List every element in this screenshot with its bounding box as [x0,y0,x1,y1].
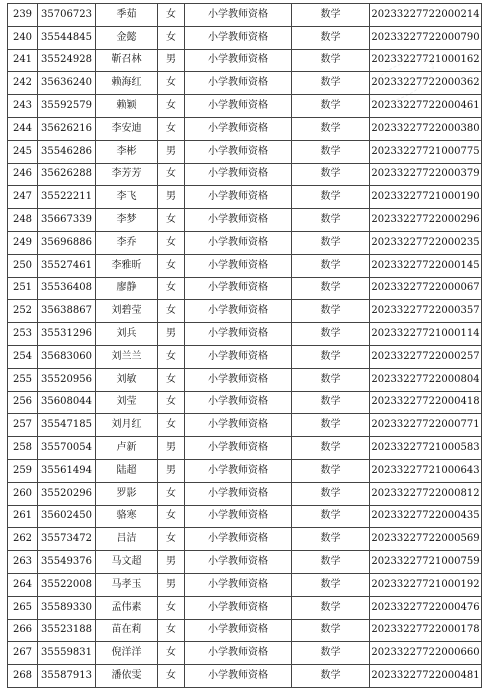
exam-id-cell: 35667339 [38,209,96,232]
certificate-number-cell: 20233227722000257 [370,345,482,368]
table-row [8,140,482,163]
name-cell: 陆超 [96,459,158,482]
qualification-cell: 小学教师资格 [185,72,292,95]
candidate-table-body [8,4,482,688]
table-row [8,231,482,254]
qualification-cell: 小学教师资格 [185,345,292,368]
name-cell: 李芳芳 [96,163,158,186]
gender-cell: 女 [158,209,185,232]
exam-id-cell: 35520956 [38,368,96,391]
exam-id-cell: 35549376 [38,551,96,574]
qualification-cell: 小学教师资格 [185,665,292,688]
qualification-cell: 小学教师资格 [185,391,292,414]
certificate-number-cell: 20233227722000357 [370,300,482,323]
row-number-cell: 241 [8,49,38,72]
qualification-cell: 小学教师资格 [185,163,292,186]
table-row [8,26,482,49]
gender-cell: 男 [158,140,185,163]
exam-id-cell: 35570054 [38,437,96,460]
exam-id-cell: 35523188 [38,619,96,642]
gender-cell: 女 [158,231,185,254]
row-number-cell: 254 [8,345,38,368]
name-cell: 潘依雯 [96,665,158,688]
certificate-number-cell: 20233227722000067 [370,277,482,300]
row-number-cell: 251 [8,277,38,300]
certificate-number-cell: 20233227722000296 [370,209,482,232]
qualification-cell: 小学教师资格 [185,323,292,346]
row-number-cell: 263 [8,551,38,574]
table-row [8,277,482,300]
qualification-cell: 小学教师资格 [185,186,292,209]
table-row [8,323,482,346]
certificate-number-cell: 20233227722000771 [370,414,482,437]
certificate-number-cell: 20233227721000192 [370,573,482,596]
name-cell: 李安迪 [96,117,158,140]
name-cell: 赖海红 [96,72,158,95]
row-number-cell: 246 [8,163,38,186]
gender-cell: 女 [158,528,185,551]
certificate-number-cell: 20233227722000481 [370,665,482,688]
subject-cell: 数学 [292,72,370,95]
name-cell: 罗影 [96,482,158,505]
row-number-cell: 253 [8,323,38,346]
row-number-cell: 242 [8,72,38,95]
row-number-cell: 259 [8,459,38,482]
certificate-number-cell: 20233227722000380 [370,117,482,140]
qualification-cell: 小学教师资格 [185,642,292,665]
qualification-cell: 小学教师资格 [185,26,292,49]
certificate-number-cell: 20233227722000569 [370,528,482,551]
gender-cell: 男 [158,573,185,596]
row-number-cell: 240 [8,26,38,49]
qualification-cell: 小学教师资格 [185,277,292,300]
gender-cell: 女 [158,505,185,528]
subject-cell: 数学 [292,323,370,346]
gender-cell: 女 [158,619,185,642]
table-row [8,209,482,232]
gender-cell: 女 [158,482,185,505]
certificate-number-cell: 20233227721000114 [370,323,482,346]
exam-id-cell: 35626288 [38,163,96,186]
exam-id-cell: 35520296 [38,482,96,505]
subject-cell: 数学 [292,437,370,460]
exam-id-cell: 35638867 [38,300,96,323]
certificate-number-cell: 20233227722000235 [370,231,482,254]
name-cell: 倪洋洋 [96,642,158,665]
exam-id-cell: 35626216 [38,117,96,140]
name-cell: 刘碧莹 [96,300,158,323]
subject-cell: 数学 [292,231,370,254]
qualification-cell: 小学教师资格 [185,437,292,460]
exam-id-cell: 35546286 [38,140,96,163]
qualification-cell: 小学教师资格 [185,551,292,574]
name-cell: 吕洁 [96,528,158,551]
table-row [8,4,482,27]
exam-id-cell: 35559831 [38,642,96,665]
gender-cell: 男 [158,186,185,209]
name-cell: 李乔 [96,231,158,254]
subject-cell: 数学 [292,254,370,277]
exam-id-cell: 35531296 [38,323,96,346]
certificate-number-cell: 20233227721000162 [370,49,482,72]
certificate-number-cell: 20233227722000145 [370,254,482,277]
exam-id-cell: 35683060 [38,345,96,368]
certificate-number-cell: 20233227722000804 [370,368,482,391]
exam-id-cell: 35573472 [38,528,96,551]
gender-cell: 女 [158,254,185,277]
name-cell: 马文超 [96,551,158,574]
table-row [8,642,482,665]
certificate-number-cell: 20233227722000214 [370,4,482,27]
qualification-cell: 小学教师资格 [185,254,292,277]
name-cell: 李彬 [96,140,158,163]
name-cell: 李飞 [96,186,158,209]
qualification-cell: 小学教师资格 [185,528,292,551]
certificate-number-cell: 20233227721000759 [370,551,482,574]
exam-id-cell: 35527461 [38,254,96,277]
row-number-cell: 249 [8,231,38,254]
certificate-number-cell: 20233227722000790 [370,26,482,49]
exam-id-cell: 35587913 [38,665,96,688]
subject-cell: 数学 [292,4,370,27]
certificate-number-cell: 20233227721000643 [370,459,482,482]
table-row [8,186,482,209]
row-number-cell: 243 [8,95,38,118]
name-cell: 李雅昕 [96,254,158,277]
table-row [8,414,482,437]
exam-id-cell: 35636240 [38,72,96,95]
subject-cell: 数学 [292,95,370,118]
exam-id-cell: 35522008 [38,573,96,596]
certificate-number-cell: 20233227722000178 [370,619,482,642]
exam-id-cell: 35589330 [38,596,96,619]
subject-cell: 数学 [292,551,370,574]
gender-cell: 女 [158,72,185,95]
row-number-cell: 267 [8,642,38,665]
subject-cell: 数学 [292,482,370,505]
certificate-number-cell: 20233227721000583 [370,437,482,460]
subject-cell: 数学 [292,140,370,163]
gender-cell: 女 [158,642,185,665]
row-number-cell: 256 [8,391,38,414]
name-cell: 赖颖 [96,95,158,118]
qualification-cell: 小学教师资格 [185,573,292,596]
gender-cell: 女 [158,117,185,140]
subject-cell: 数学 [292,414,370,437]
subject-cell: 数学 [292,368,370,391]
gender-cell: 女 [158,414,185,437]
qualification-cell: 小学教师资格 [185,619,292,642]
subject-cell: 数学 [292,277,370,300]
subject-cell: 数学 [292,596,370,619]
qualification-cell: 小学教师资格 [185,368,292,391]
name-cell: 刘兵 [96,323,158,346]
table-row [8,528,482,551]
certificate-number-cell: 20233227722000418 [370,391,482,414]
table-row [8,551,482,574]
table-row [8,391,482,414]
gender-cell: 女 [158,95,185,118]
certificate-number-cell: 20233227722000461 [370,95,482,118]
gender-cell: 女 [158,391,185,414]
gender-cell: 男 [158,459,185,482]
exam-id-cell: 35544845 [38,26,96,49]
name-cell: 苗在莉 [96,619,158,642]
subject-cell: 数学 [292,117,370,140]
row-number-cell: 268 [8,665,38,688]
row-number-cell: 245 [8,140,38,163]
row-number-cell: 239 [8,4,38,27]
subject-cell: 数学 [292,459,370,482]
table-row [8,482,482,505]
row-number-cell: 265 [8,596,38,619]
subject-cell: 数学 [292,665,370,688]
exam-id-cell: 35602450 [38,505,96,528]
qualification-cell: 小学教师资格 [185,209,292,232]
subject-cell: 数学 [292,209,370,232]
row-number-cell: 252 [8,300,38,323]
certificate-number-cell: 20233227721000775 [370,140,482,163]
name-cell: 孟伟素 [96,596,158,619]
candidate-table [7,3,482,688]
name-cell: 季茹 [96,4,158,27]
table-row [8,345,482,368]
gender-cell: 女 [158,300,185,323]
row-number-cell: 247 [8,186,38,209]
subject-cell: 数学 [292,345,370,368]
table-row [8,117,482,140]
subject-cell: 数学 [292,528,370,551]
exam-id-cell: 35547185 [38,414,96,437]
name-cell: 李梦 [96,209,158,232]
subject-cell: 数学 [292,505,370,528]
subject-cell: 数学 [292,300,370,323]
subject-cell: 数学 [292,642,370,665]
certificate-number-cell: 20233227722000379 [370,163,482,186]
gender-cell: 女 [158,26,185,49]
table-row [8,49,482,72]
certificate-number-cell: 20233227722000476 [370,596,482,619]
row-number-cell: 262 [8,528,38,551]
gender-cell: 女 [158,4,185,27]
table-row [8,95,482,118]
exam-id-cell: 35524928 [38,49,96,72]
certificate-number-cell: 20233227721000190 [370,186,482,209]
qualification-cell: 小学教师资格 [185,505,292,528]
row-number-cell: 257 [8,414,38,437]
row-number-cell: 261 [8,505,38,528]
qualification-cell: 小学教师资格 [185,459,292,482]
name-cell: 刘月红 [96,414,158,437]
qualification-cell: 小学教师资格 [185,117,292,140]
exam-id-cell: 35561494 [38,459,96,482]
gender-cell: 女 [158,345,185,368]
qualification-cell: 小学教师资格 [185,140,292,163]
name-cell: 刘敏 [96,368,158,391]
table-row [8,163,482,186]
gender-cell: 女 [158,163,185,186]
exam-id-cell: 35592579 [38,95,96,118]
row-number-cell: 260 [8,482,38,505]
gender-cell: 男 [158,323,185,346]
subject-cell: 数学 [292,619,370,642]
gender-cell: 男 [158,551,185,574]
gender-cell: 女 [158,665,185,688]
table-row [8,505,482,528]
exam-id-cell: 35522211 [38,186,96,209]
table-row [8,459,482,482]
table-row [8,437,482,460]
row-number-cell: 255 [8,368,38,391]
table-row [8,300,482,323]
row-number-cell: 250 [8,254,38,277]
certificate-number-cell: 20233227722000435 [370,505,482,528]
gender-cell: 男 [158,437,185,460]
qualification-cell: 小学教师资格 [185,482,292,505]
table-row [8,573,482,596]
gender-cell: 女 [158,596,185,619]
row-number-cell: 258 [8,437,38,460]
exam-id-cell: 35706723 [38,4,96,27]
qualification-cell: 小学教师资格 [185,300,292,323]
name-cell: 刘莹 [96,391,158,414]
row-number-cell: 248 [8,209,38,232]
table-row [8,72,482,95]
exam-id-cell: 35696886 [38,231,96,254]
qualification-cell: 小学教师资格 [185,414,292,437]
name-cell: 廖静 [96,277,158,300]
qualification-cell: 小学教师资格 [185,4,292,27]
exam-id-cell: 35536408 [38,277,96,300]
gender-cell: 男 [158,49,185,72]
subject-cell: 数学 [292,391,370,414]
subject-cell: 数学 [292,49,370,72]
row-number-cell: 264 [8,573,38,596]
row-number-cell: 266 [8,619,38,642]
certificate-number-cell: 20233227722000660 [370,642,482,665]
table-row [8,619,482,642]
subject-cell: 数学 [292,186,370,209]
table-row [8,596,482,619]
gender-cell: 女 [158,368,185,391]
name-cell: 马孝玉 [96,573,158,596]
qualification-cell: 小学教师资格 [185,95,292,118]
name-cell: 金懿 [96,26,158,49]
name-cell: 刘兰兰 [96,345,158,368]
table-row [8,368,482,391]
subject-cell: 数学 [292,26,370,49]
subject-cell: 数学 [292,573,370,596]
qualification-cell: 小学教师资格 [185,596,292,619]
qualification-cell: 小学教师资格 [185,49,292,72]
table-row [8,665,482,688]
certificate-number-cell: 20233227722000812 [370,482,482,505]
table-row [8,254,482,277]
qualification-cell: 小学教师资格 [185,231,292,254]
subject-cell: 数学 [292,163,370,186]
certificate-number-cell: 20233227722000362 [370,72,482,95]
name-cell: 骆寒 [96,505,158,528]
row-number-cell: 244 [8,117,38,140]
name-cell: 卢新 [96,437,158,460]
gender-cell: 女 [158,277,185,300]
exam-id-cell: 35608044 [38,391,96,414]
name-cell: 靳召林 [96,49,158,72]
